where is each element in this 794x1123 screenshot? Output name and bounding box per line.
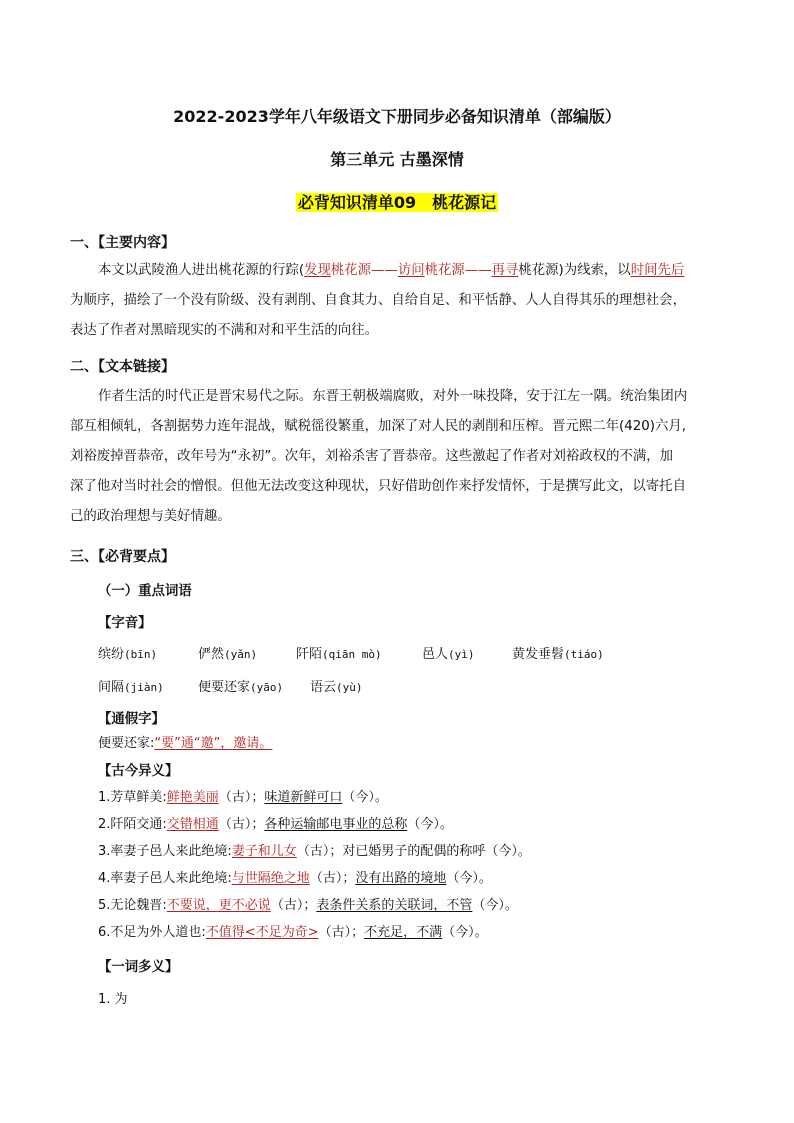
section-key-points-heading: 三、【必背要点】 bbox=[70, 549, 175, 565]
paragraph-line: 刘裕废掉晋恭帝，改年号为“永初”。次年，刘裕杀害了晋恭帝。这些激起了作者对刘裕政权的不满，加 bbox=[70, 449, 674, 464]
paragraph-line: 己的政治理想与美好情趣。 bbox=[70, 509, 231, 524]
key-words-subheading: （一）重点词语 bbox=[98, 584, 192, 599]
paragraph-line: 作者生活的时代正是晋宋易代之际。东晋王朝极端腐败，对外一味投降，安于江左一隅。统治集团内 bbox=[98, 389, 688, 404]
pronunciation-item: 间隔(jiàn) bbox=[98, 680, 164, 695]
paragraph-line: 为顺序，描绘了一个没有阶级、没有剥削、自食其力、自给自足、和平恬静、人人自得其乐的理想社会， bbox=[70, 293, 686, 308]
pronunciation-row-2 bbox=[98, 676, 363, 695]
loan-character-label: 【通假字】 bbox=[98, 712, 165, 727]
pronunciation-item: 语云(yù) bbox=[310, 680, 363, 695]
pronunciation-row-1 bbox=[98, 643, 604, 662]
paragraph-line: 深了他对当时社会的憎恨。但他无法改变这种现状，只好借助创作来抒发情怀，于是撰写此文，以寄托自 bbox=[70, 479, 686, 494]
ancient-modern-item-2: 2.阡陌交通:交错相通（古）；各种运输邮电事业的总称（今）。 bbox=[98, 817, 453, 832]
unit-title: 第三单元 古墨深情 bbox=[330, 150, 464, 169]
ancient-modern-item-4: 4.率妻子邑人来此绝境:与世隔绝之地（古）；没有出路的境地（今）。 bbox=[98, 871, 492, 886]
lesson-title: 桃花源记 bbox=[418, 193, 498, 212]
pronunciation-item: 阡陌(qiān mò) bbox=[296, 647, 382, 662]
list-title: 必背知识清单09 bbox=[297, 193, 417, 212]
pronunciation-item: 俨然(yǎn) bbox=[198, 647, 258, 662]
section-main-content-heading: 一、【主要内容】 bbox=[70, 235, 175, 251]
loan-character-item: 便要还家:“要”通“邀”，邀请。 bbox=[98, 736, 273, 751]
paragraph-line: 表达了作者对黑暗现实的不满和对和平生活的向往。 bbox=[70, 323, 378, 338]
section-text-link-heading: 二、【文本链接】 bbox=[70, 359, 175, 375]
pronunciation-item: 黄发垂髫(tiáo) bbox=[512, 647, 604, 662]
pronunciation-item: 邑人(yì) bbox=[422, 647, 475, 662]
document-title: 2022-2023学年八年级语文下册同步必备知识清单（部编版） bbox=[173, 107, 621, 126]
pronunciation-item: 缤纷(bīn) bbox=[98, 647, 158, 662]
polysemy-item-1: 1. 为 bbox=[98, 992, 128, 1007]
list-title-row bbox=[0, 190, 794, 213]
ancient-modern-label: 【古今异义】 bbox=[98, 764, 179, 779]
pronunciation-item: 便要还家(yāo) bbox=[198, 680, 284, 695]
section-text-link-body bbox=[70, 382, 730, 532]
section-main-content-body bbox=[70, 256, 730, 346]
ancient-modern-item-5: 5.无论魏晋:不要说，更不必说（古）；表条件关系的关联词，不管（今）。 bbox=[98, 898, 518, 913]
ancient-modern-item-1: 1.芳草鲜美:鲜艳美丽（古）；味道新鲜可口（今）。 bbox=[98, 790, 388, 805]
paragraph-line: 本文以武陵渔人进出桃花源的行踪(发现桃花源——访问桃花源——再寻桃花源)为线索，以时间先后 bbox=[98, 263, 685, 278]
paragraph-line: 部互相倾轧，各割据势力连年混战，赋税徭役繁重，加深了对人民的剥削和压榨。晋元熙二年(420)六月, bbox=[70, 419, 687, 434]
ancient-modern-item-6: 6.不足为外人道也:不值得<不足为奇>（古）；不充足，不满（今）。 bbox=[98, 925, 488, 940]
polysemy-label: 【一词多义】 bbox=[98, 960, 179, 975]
pronunciation-label: 【字音】 bbox=[98, 616, 152, 631]
ancient-modern-item-3: 3.率妻子邑人来此绝境:妻子和儿女（古）；对已婚男子的配偶的称呼（今）。 bbox=[98, 844, 531, 859]
